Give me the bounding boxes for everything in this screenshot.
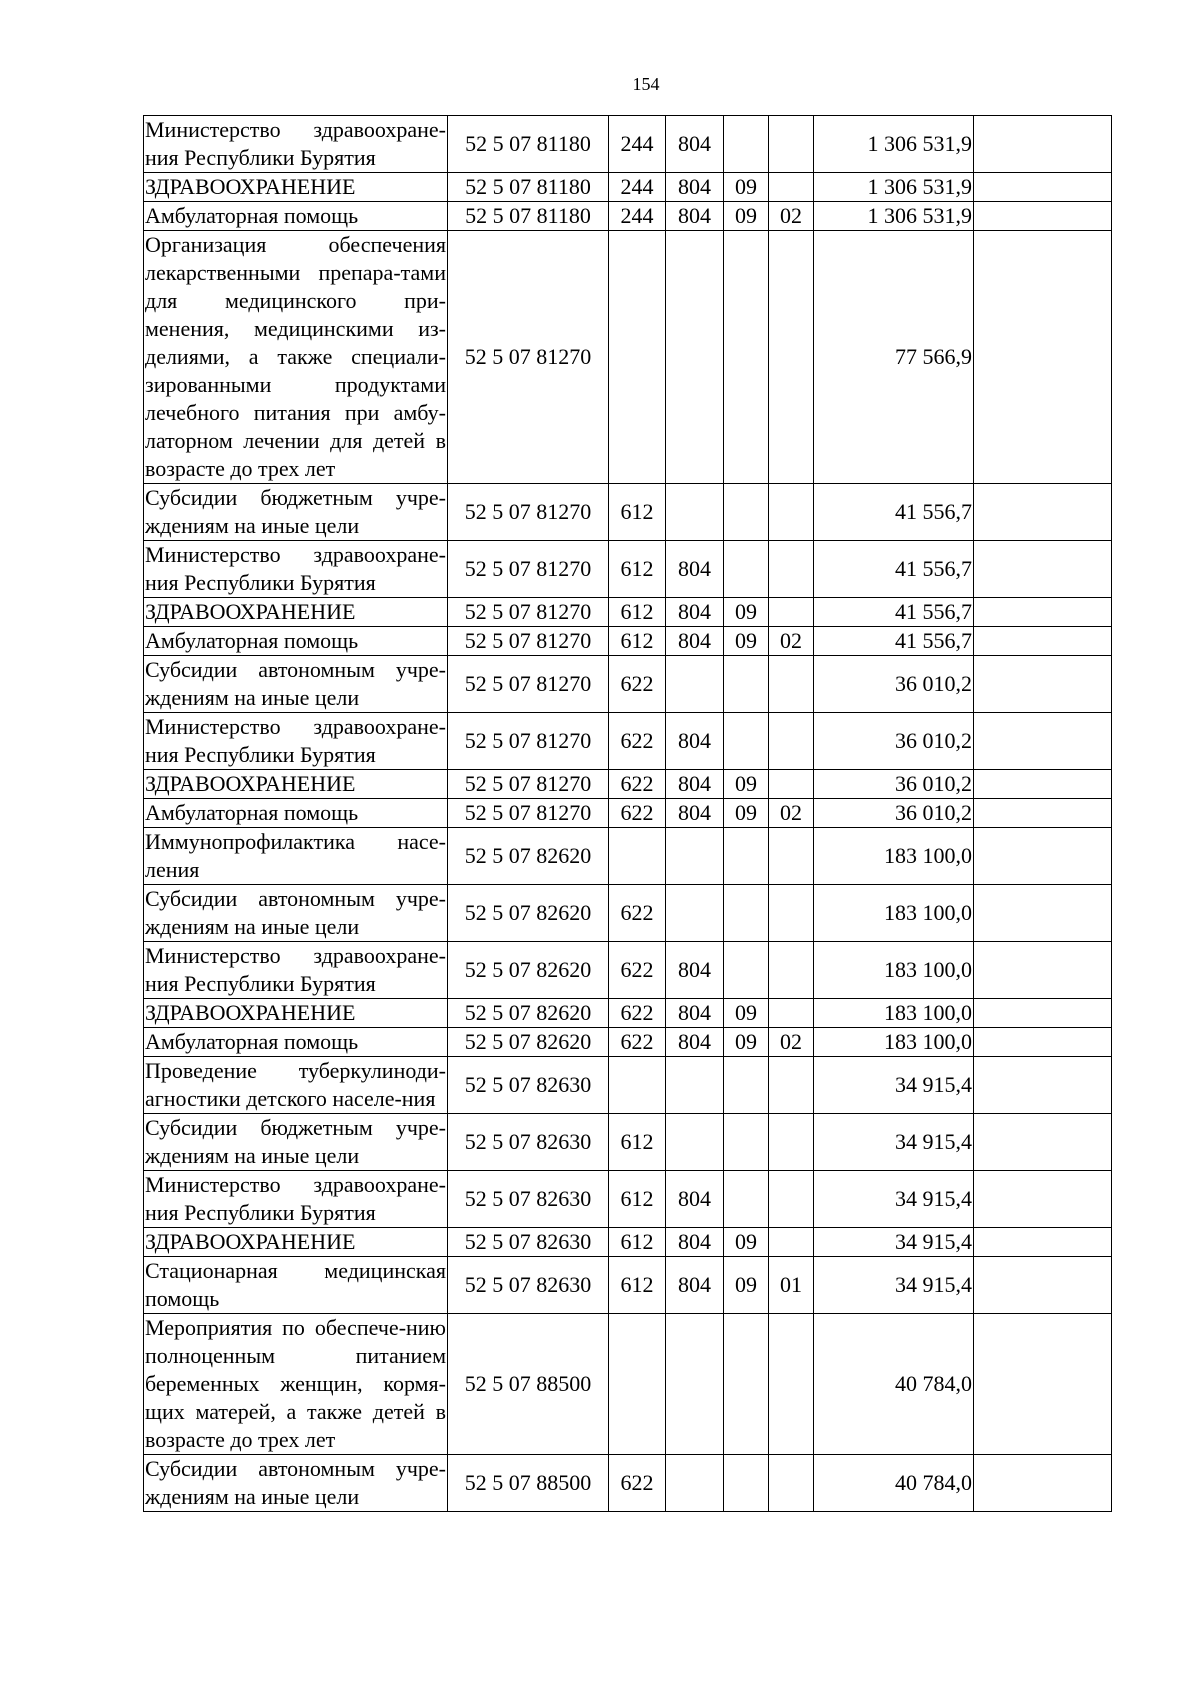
- row-name-cell: Субсидии автономным учре-ждениям на иные цели: [144, 885, 448, 942]
- target-article-cell: 52 5 07 81180: [448, 116, 609, 173]
- row-name-cell: ЗДРАВООХРАНЕНИЕ: [144, 999, 448, 1028]
- expense-type-cell: 622: [609, 656, 666, 713]
- admin-code-cell: [666, 484, 724, 541]
- section-cell: 09: [724, 627, 769, 656]
- table-row: [144, 713, 1112, 770]
- target-article-cell: 52 5 07 81270: [448, 799, 609, 828]
- expense-type-cell: [609, 828, 666, 885]
- amount-cell: 34 915,4: [814, 1114, 974, 1171]
- expense-type-cell: 622: [609, 942, 666, 999]
- table-row: [144, 799, 1112, 828]
- row-name-cell: ЗДРАВООХРАНЕНИЕ: [144, 1228, 448, 1257]
- subsection-cell: [769, 1228, 814, 1257]
- extra-cell: [974, 1228, 1112, 1257]
- admin-code-cell: [666, 1114, 724, 1171]
- row-name-cell: Амбулаторная помощь: [144, 1028, 448, 1057]
- row-name-cell: Организация обеспечения лекарственными препара-тами для медицинского при-менения, медицинскими из-делиями, а также специали-зированными продуктами лечебного питания при амбу-латорном лечении для детей в возрасте до трех лет: [144, 231, 448, 484]
- row-name-cell: ЗДРАВООХРАНЕНИЕ: [144, 598, 448, 627]
- subsection-cell: [769, 598, 814, 627]
- extra-cell: [974, 942, 1112, 999]
- extra-cell: [974, 541, 1112, 598]
- extra-cell: [974, 598, 1112, 627]
- amount-cell: 41 556,7: [814, 541, 974, 598]
- table-row: [144, 598, 1112, 627]
- row-name-cell: Министерство здравоохране-ния Республики Бурятия: [144, 541, 448, 598]
- target-article-cell: 52 5 07 88500: [448, 1314, 609, 1455]
- target-article-cell: 52 5 07 82630: [448, 1171, 609, 1228]
- expense-type-cell: 622: [609, 770, 666, 799]
- section-cell: [724, 1171, 769, 1228]
- row-name-cell: Стационарная медицинская помощь: [144, 1257, 448, 1314]
- target-article-cell: 52 5 07 81270: [448, 231, 609, 484]
- extra-cell: [974, 656, 1112, 713]
- section-cell: [724, 1455, 769, 1512]
- expense-type-cell: 612: [609, 541, 666, 598]
- expense-type-cell: 622: [609, 885, 666, 942]
- subsection-cell: [769, 770, 814, 799]
- amount-cell: 36 010,2: [814, 656, 974, 713]
- section-cell: 09: [724, 598, 769, 627]
- target-article-cell: 52 5 07 81270: [448, 713, 609, 770]
- extra-cell: [974, 1257, 1112, 1314]
- subsection-cell: [769, 1114, 814, 1171]
- target-article-cell: 52 5 07 81270: [448, 541, 609, 598]
- table-row: [144, 828, 1112, 885]
- admin-code-cell: 804: [666, 598, 724, 627]
- amount-cell: 183 100,0: [814, 942, 974, 999]
- table-row: [144, 1057, 1112, 1114]
- expense-type-cell: 612: [609, 598, 666, 627]
- table-row: [144, 484, 1112, 541]
- admin-code-cell: 804: [666, 942, 724, 999]
- row-name-cell: Субсидии автономным учре-ждениям на иные цели: [144, 656, 448, 713]
- amount-cell: 41 556,7: [814, 484, 974, 541]
- row-name-cell: Амбулаторная помощь: [144, 627, 448, 656]
- table-row: [144, 541, 1112, 598]
- subsection-cell: [769, 231, 814, 484]
- expense-type-cell: 622: [609, 1455, 666, 1512]
- table-row: [144, 202, 1112, 231]
- section-cell: [724, 713, 769, 770]
- extra-cell: [974, 1455, 1112, 1512]
- target-article-cell: 52 5 07 81270: [448, 598, 609, 627]
- table-row: [144, 1171, 1112, 1228]
- section-cell: 09: [724, 1257, 769, 1314]
- expense-type-cell: 612: [609, 1257, 666, 1314]
- admin-code-cell: [666, 231, 724, 484]
- row-name-cell: Министерство здравоохране-ния Республики Бурятия: [144, 713, 448, 770]
- amount-cell: 183 100,0: [814, 999, 974, 1028]
- extra-cell: [974, 116, 1112, 173]
- subsection-cell: [769, 1171, 814, 1228]
- amount-cell: 77 566,9: [814, 231, 974, 484]
- section-cell: [724, 942, 769, 999]
- table-row: [144, 1028, 1112, 1057]
- row-name-cell: Министерство здравоохране-ния Республики Бурятия: [144, 942, 448, 999]
- subsection-cell: [769, 885, 814, 942]
- section-cell: 09: [724, 770, 769, 799]
- expense-type-cell: 244: [609, 116, 666, 173]
- section-cell: 09: [724, 173, 769, 202]
- section-cell: 09: [724, 999, 769, 1028]
- table-row: [144, 1257, 1112, 1314]
- admin-code-cell: 804: [666, 1257, 724, 1314]
- target-article-cell: 52 5 07 82620: [448, 1028, 609, 1057]
- table-row: [144, 1455, 1112, 1512]
- admin-code-cell: [666, 828, 724, 885]
- amount-cell: 1 306 531,9: [814, 202, 974, 231]
- extra-cell: [974, 1114, 1112, 1171]
- table-row: [144, 231, 1112, 484]
- amount-cell: 41 556,7: [814, 627, 974, 656]
- admin-code-cell: 804: [666, 1028, 724, 1057]
- row-name-cell: Иммунопрофилактика насе-ления: [144, 828, 448, 885]
- row-name-cell: Министерство здравоохране-ния Республики Бурятия: [144, 1171, 448, 1228]
- expense-type-cell: 622: [609, 799, 666, 828]
- section-cell: [724, 231, 769, 484]
- section-cell: 09: [724, 799, 769, 828]
- target-article-cell: 52 5 07 81270: [448, 484, 609, 541]
- row-name-cell: Субсидии бюджетным учре-ждениям на иные цели: [144, 1114, 448, 1171]
- expense-type-cell: 612: [609, 1114, 666, 1171]
- amount-cell: 183 100,0: [814, 885, 974, 942]
- target-article-cell: 52 5 07 82630: [448, 1057, 609, 1114]
- section-cell: 09: [724, 1228, 769, 1257]
- subsection-cell: [769, 173, 814, 202]
- section-cell: [724, 484, 769, 541]
- expense-type-cell: 622: [609, 713, 666, 770]
- subsection-cell: [769, 116, 814, 173]
- target-article-cell: 52 5 07 82620: [448, 885, 609, 942]
- amount-cell: 36 010,2: [814, 799, 974, 828]
- extra-cell: [974, 1028, 1112, 1057]
- admin-code-cell: 804: [666, 770, 724, 799]
- target-article-cell: 52 5 07 81180: [448, 173, 609, 202]
- row-name-cell: Субсидии бюджетным учре-ждениям на иные цели: [144, 484, 448, 541]
- extra-cell: [974, 1314, 1112, 1455]
- expense-type-cell: [609, 231, 666, 484]
- table-row: [144, 885, 1112, 942]
- admin-code-cell: [666, 1455, 724, 1512]
- extra-cell: [974, 828, 1112, 885]
- target-article-cell: 52 5 07 82620: [448, 828, 609, 885]
- section-cell: 09: [724, 1028, 769, 1057]
- subsection-cell: [769, 1455, 814, 1512]
- subsection-cell: [769, 828, 814, 885]
- target-article-cell: 52 5 07 82630: [448, 1257, 609, 1314]
- row-name-cell: ЗДРАВООХРАНЕНИЕ: [144, 173, 448, 202]
- row-name-cell: Субсидии автономным учре-ждениям на иные цели: [144, 1455, 448, 1512]
- admin-code-cell: 804: [666, 1228, 724, 1257]
- table-row: [144, 173, 1112, 202]
- extra-cell: [974, 202, 1112, 231]
- section-cell: [724, 116, 769, 173]
- section-cell: [724, 656, 769, 713]
- admin-code-cell: 804: [666, 713, 724, 770]
- expense-type-cell: [609, 1314, 666, 1455]
- amount-cell: 36 010,2: [814, 770, 974, 799]
- admin-code-cell: 804: [666, 627, 724, 656]
- amount-cell: 34 915,4: [814, 1057, 974, 1114]
- table-row: [144, 1228, 1112, 1257]
- subsection-cell: [769, 999, 814, 1028]
- target-article-cell: 52 5 07 81270: [448, 656, 609, 713]
- amount-cell: 1 306 531,9: [814, 173, 974, 202]
- expense-type-cell: 612: [609, 484, 666, 541]
- row-name-cell: Амбулаторная помощь: [144, 799, 448, 828]
- amount-cell: 41 556,7: [814, 598, 974, 627]
- extra-cell: [974, 627, 1112, 656]
- section-cell: 09: [724, 202, 769, 231]
- expense-type-cell: 244: [609, 202, 666, 231]
- admin-code-cell: [666, 1057, 724, 1114]
- extra-cell: [974, 173, 1112, 202]
- extra-cell: [974, 1171, 1112, 1228]
- subsection-cell: [769, 713, 814, 770]
- amount-cell: 40 784,0: [814, 1455, 974, 1512]
- section-cell: [724, 541, 769, 598]
- admin-code-cell: 804: [666, 541, 724, 598]
- extra-cell: [974, 799, 1112, 828]
- subsection-cell: [769, 541, 814, 598]
- amount-cell: 183 100,0: [814, 828, 974, 885]
- extra-cell: [974, 1057, 1112, 1114]
- section-cell: [724, 885, 769, 942]
- target-article-cell: 52 5 07 81270: [448, 770, 609, 799]
- expense-type-cell: 622: [609, 1028, 666, 1057]
- subsection-cell: 02: [769, 799, 814, 828]
- target-article-cell: 52 5 07 82630: [448, 1114, 609, 1171]
- row-name-cell: Мероприятия по обеспече-нию полноценным питанием беременных женщин, кормя-щих матерей, а также детей в возрасте до трех лет: [144, 1314, 448, 1455]
- target-article-cell: 52 5 07 82620: [448, 999, 609, 1028]
- subsection-cell: 02: [769, 627, 814, 656]
- admin-code-cell: [666, 885, 724, 942]
- subsection-cell: 01: [769, 1257, 814, 1314]
- amount-cell: 1 306 531,9: [814, 116, 974, 173]
- budget-table: [143, 115, 1112, 1512]
- expense-type-cell: 622: [609, 999, 666, 1028]
- section-cell: [724, 1114, 769, 1171]
- admin-code-cell: 804: [666, 202, 724, 231]
- admin-code-cell: [666, 656, 724, 713]
- expense-type-cell: 612: [609, 1228, 666, 1257]
- section-cell: [724, 1057, 769, 1114]
- table-row: [144, 656, 1112, 713]
- subsection-cell: [769, 1314, 814, 1455]
- table-row: [144, 942, 1112, 999]
- amount-cell: 183 100,0: [814, 1028, 974, 1057]
- subsection-cell: [769, 942, 814, 999]
- target-article-cell: 52 5 07 88500: [448, 1455, 609, 1512]
- row-name-cell: Амбулаторная помощь: [144, 202, 448, 231]
- admin-code-cell: 804: [666, 116, 724, 173]
- admin-code-cell: 804: [666, 173, 724, 202]
- amount-cell: 34 915,4: [814, 1171, 974, 1228]
- section-cell: [724, 828, 769, 885]
- row-name-cell: Министерство здравоохране-ния Республики Бурятия: [144, 116, 448, 173]
- admin-code-cell: 804: [666, 799, 724, 828]
- subsection-cell: 02: [769, 202, 814, 231]
- table-row: [144, 1314, 1112, 1455]
- table-row: [144, 770, 1112, 799]
- expense-type-cell: 612: [609, 627, 666, 656]
- expense-type-cell: [609, 1057, 666, 1114]
- table-row: [144, 627, 1112, 656]
- subsection-cell: [769, 656, 814, 713]
- target-article-cell: 52 5 07 81270: [448, 627, 609, 656]
- table-row: [144, 1114, 1112, 1171]
- row-name-cell: Проведение туберкулиноди-агностики детского населе-ния: [144, 1057, 448, 1114]
- row-name-cell: ЗДРАВООХРАНЕНИЕ: [144, 770, 448, 799]
- expense-type-cell: 612: [609, 1171, 666, 1228]
- subsection-cell: [769, 1057, 814, 1114]
- table-row: [144, 116, 1112, 173]
- extra-cell: [974, 713, 1112, 770]
- amount-cell: 36 010,2: [814, 713, 974, 770]
- table-body: [144, 116, 1112, 1512]
- expense-type-cell: 244: [609, 173, 666, 202]
- target-article-cell: 52 5 07 81180: [448, 202, 609, 231]
- target-article-cell: 52 5 07 82620: [448, 942, 609, 999]
- subsection-cell: 02: [769, 1028, 814, 1057]
- admin-code-cell: 804: [666, 999, 724, 1028]
- extra-cell: [974, 484, 1112, 541]
- section-cell: [724, 1314, 769, 1455]
- extra-cell: [974, 770, 1112, 799]
- admin-code-cell: [666, 1314, 724, 1455]
- admin-code-cell: 804: [666, 1171, 724, 1228]
- page-number: 154: [632, 74, 660, 94]
- extra-cell: [974, 999, 1112, 1028]
- extra-cell: [974, 885, 1112, 942]
- amount-cell: 34 915,4: [814, 1228, 974, 1257]
- amount-cell: 40 784,0: [814, 1314, 974, 1455]
- extra-cell: [974, 231, 1112, 484]
- subsection-cell: [769, 484, 814, 541]
- table-row: [144, 999, 1112, 1028]
- target-article-cell: 52 5 07 82630: [448, 1228, 609, 1257]
- amount-cell: 34 915,4: [814, 1257, 974, 1314]
